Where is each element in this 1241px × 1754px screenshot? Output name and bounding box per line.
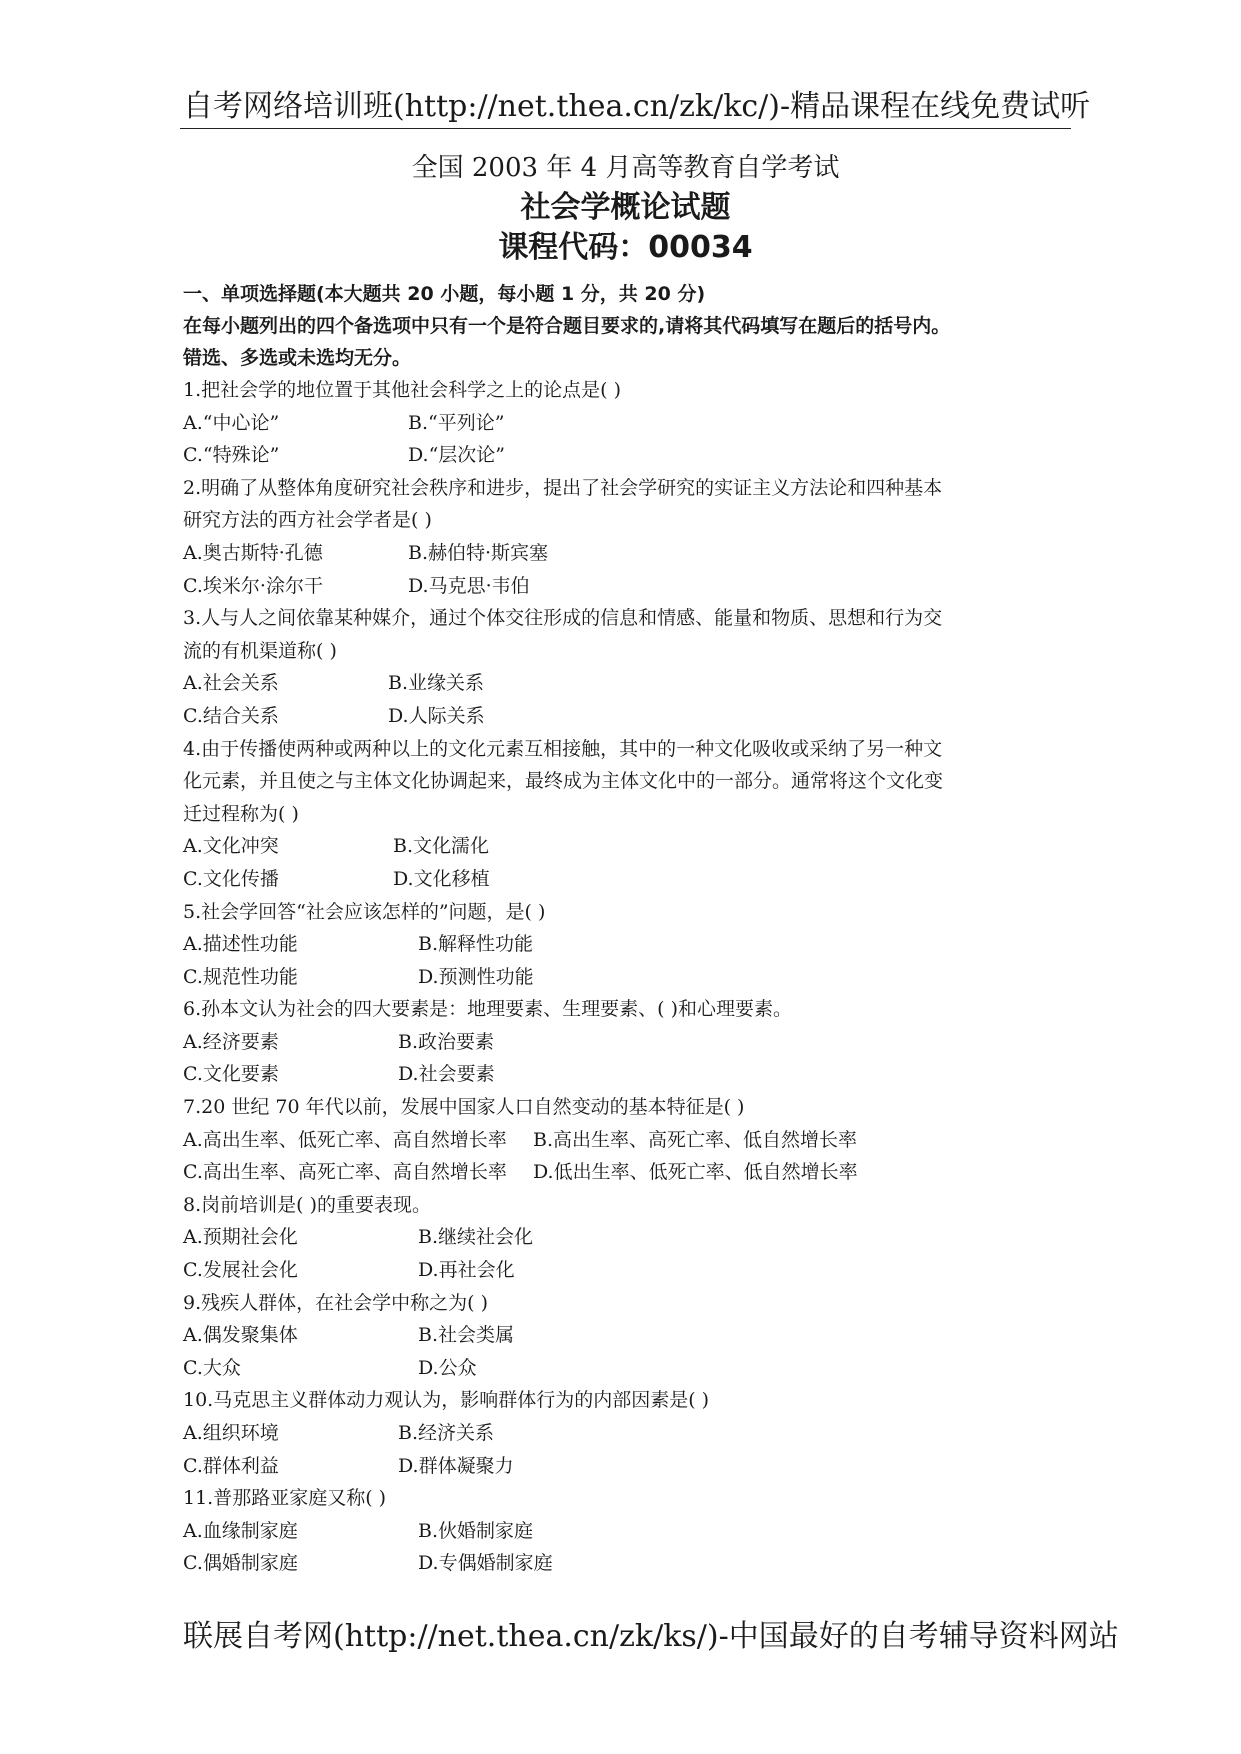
question-stem: 5.社会学回答“社会应该怎样的”问题，是( ) xyxy=(183,900,546,923)
question-stem: 3.人与人之间依靠某种媒介，通过个体交往形成的信息和情感、能量和物质、思想和行为交 xyxy=(183,607,943,630)
option-b: B.“平列论” xyxy=(408,411,505,434)
section-heading: 一、单项选择题(本大题共 20 小题，每小题 1 分，共 20 分) xyxy=(183,283,706,305)
option-row xyxy=(183,1156,1063,1189)
question-stem: 化元素，并且使之与主体文化协调起来，最终成为主体文化中的一部分。通常将这个文化变 xyxy=(183,770,944,793)
option-c: C.结合关系 xyxy=(183,704,279,727)
course-code: 课程代码：00034 xyxy=(498,230,753,265)
option-row xyxy=(183,1417,1063,1450)
option-a: A.高出生率、低死亡率、高自然增长率 xyxy=(183,1128,507,1151)
option-row xyxy=(183,961,1063,994)
option-c: C.埃米尔·涂尔干 xyxy=(183,574,323,597)
question-list xyxy=(183,374,1063,1580)
question-stem: 11.普那路亚家庭又称( ) xyxy=(183,1487,387,1510)
option-b: B.解释性功能 xyxy=(418,933,534,956)
subject-title: 社会学概论试题 xyxy=(520,190,731,225)
page-header: 自考网络培训班(http://net.thea.cn/zk/kc/)-精品课程在线免费试听 xyxy=(183,89,1091,124)
option-d: D.低出生率、低死亡率、低自然增长率 xyxy=(533,1161,858,1184)
option-d: D.社会要素 xyxy=(398,1063,495,1086)
option-c: C.群体利益 xyxy=(183,1454,279,1477)
option-b: B.业缘关系 xyxy=(388,672,485,695)
option-a: A.社会关系 xyxy=(183,672,279,695)
option-c: C.偶婚制家庭 xyxy=(183,1552,298,1575)
option-row xyxy=(183,1026,1063,1059)
option-row xyxy=(183,1254,1063,1287)
option-row xyxy=(183,1547,1063,1580)
option-row xyxy=(183,1352,1063,1385)
option-d: D.文化移植 xyxy=(393,867,490,890)
option-a: A.奥古斯特·孔德 xyxy=(183,541,323,564)
option-row xyxy=(183,700,1063,733)
option-row xyxy=(183,830,1063,863)
option-row xyxy=(183,407,1063,440)
option-d: D.人际关系 xyxy=(388,704,485,727)
option-a: A.血缘制家庭 xyxy=(183,1519,298,1542)
question-item xyxy=(183,1482,1063,1580)
option-b: B.社会类属 xyxy=(418,1324,515,1347)
question-stem: 8.岗前培训是( )的重要表现。 xyxy=(183,1193,431,1216)
header-divider xyxy=(180,128,1071,129)
question-item xyxy=(183,993,1063,1091)
option-a: A.预期社会化 xyxy=(183,1226,298,1249)
question-stem: 研究方法的西方社会学者是( ) xyxy=(183,509,432,532)
option-d: D.群体凝聚力 xyxy=(398,1454,514,1477)
question-item xyxy=(183,896,1063,994)
question-item xyxy=(183,733,1063,896)
page-footer: 联展自考网(http://net.thea.cn/zk/ks/)-中国最好的自考辅导资料网站 xyxy=(183,1619,1119,1654)
option-a: A.偶发聚集体 xyxy=(183,1324,298,1347)
option-d: D.公众 xyxy=(418,1356,477,1379)
option-d: D.专偶婚制家庭 xyxy=(418,1552,553,1575)
question-stem: 4.由于传播使两种或两种以上的文化元素互相接触，其中的一种文化吸收或采纳了另一种文 xyxy=(183,737,943,760)
option-row xyxy=(183,537,1063,570)
question-item xyxy=(183,602,1063,732)
option-a: A.组织环境 xyxy=(183,1422,279,1444)
question-item xyxy=(183,1384,1063,1482)
option-row xyxy=(183,928,1063,961)
option-d: D.预测性功能 xyxy=(418,965,534,988)
option-a: A.经济要素 xyxy=(183,1030,279,1053)
option-row xyxy=(183,1124,1063,1157)
question-stem: 9.残疾人群体，在社会学中称之为( ) xyxy=(183,1291,488,1314)
option-c: C.发展社会化 xyxy=(183,1259,298,1282)
question-stem: 2.明确了从整体角度研究社会秩序和进步，提出了社会学研究的实证主义方法论和四种基本 xyxy=(183,476,943,499)
option-a: A.描述性功能 xyxy=(183,933,298,956)
question-section xyxy=(183,278,1063,1580)
option-row xyxy=(183,863,1063,896)
option-row xyxy=(183,1515,1063,1548)
title-block xyxy=(180,150,1071,268)
exam-title: 全国 2003 年 4 月高等教育自学考试 xyxy=(411,153,840,183)
option-b: B.继续社会化 xyxy=(418,1226,534,1249)
option-c: C.“特殊论” xyxy=(183,444,280,467)
option-row xyxy=(183,1319,1063,1352)
question-item xyxy=(183,1091,1063,1189)
option-a: A.文化冲突 xyxy=(183,835,279,858)
option-d: D.“层次论” xyxy=(408,444,506,467)
option-b: B.赫伯特·斯宾塞 xyxy=(408,541,549,564)
question-item xyxy=(183,1287,1063,1385)
question-item xyxy=(183,472,1063,602)
instruction-line: 错选、多选或未选均无分。 xyxy=(183,347,412,369)
question-stem: 迁过程称为( ) xyxy=(183,802,299,825)
question-stem: 流的有机渠道称( ) xyxy=(183,639,337,662)
question-stem: 6.孙本文认为社会的四大要素是：地理要素、生理要素、( )和心理要素。 xyxy=(183,998,792,1021)
option-b: B.伙婚制家庭 xyxy=(418,1519,534,1542)
option-row xyxy=(183,667,1063,700)
option-b: B.政治要素 xyxy=(398,1030,495,1053)
option-row xyxy=(183,1221,1063,1254)
option-d: D.再社会化 xyxy=(418,1259,515,1282)
option-row xyxy=(183,439,1063,472)
option-row xyxy=(183,570,1063,603)
option-c: C.大众 xyxy=(183,1356,241,1379)
option-b: B.高出生率、高死亡率、低自然增长率 xyxy=(533,1128,858,1151)
option-row xyxy=(183,1058,1063,1091)
instruction-line: 在每小题列出的四个备选项中只有一个是符合题目要求的,请将其代码填写在题后的括号内。 xyxy=(183,315,951,337)
option-c: C.文化要素 xyxy=(183,1063,279,1086)
option-c: C.高出生率、高死亡率、高自然增长率 xyxy=(183,1161,507,1184)
question-stem: 10.马克思主义群体动力观认为，影响群体行为的内部因素是( ) xyxy=(183,1389,710,1412)
option-a: A.“中心论” xyxy=(183,411,280,434)
option-c: C.规范性功能 xyxy=(183,965,298,988)
option-b: B.文化濡化 xyxy=(393,835,490,858)
question-stem: 1.把社会学的地位置于其他社会科学之上的论点是( ) xyxy=(183,379,621,401)
question-item xyxy=(183,1189,1063,1287)
option-b: B.经济关系 xyxy=(398,1422,495,1444)
question-item xyxy=(183,374,1063,472)
option-c: C.文化传播 xyxy=(183,867,279,890)
question-stem: 7.20 世纪 70 年代以前，发展中国家人口自然变动的基本特征是( ) xyxy=(183,1096,745,1119)
option-row xyxy=(183,1450,1063,1483)
option-d: D.马克思·韦伯 xyxy=(408,574,530,597)
